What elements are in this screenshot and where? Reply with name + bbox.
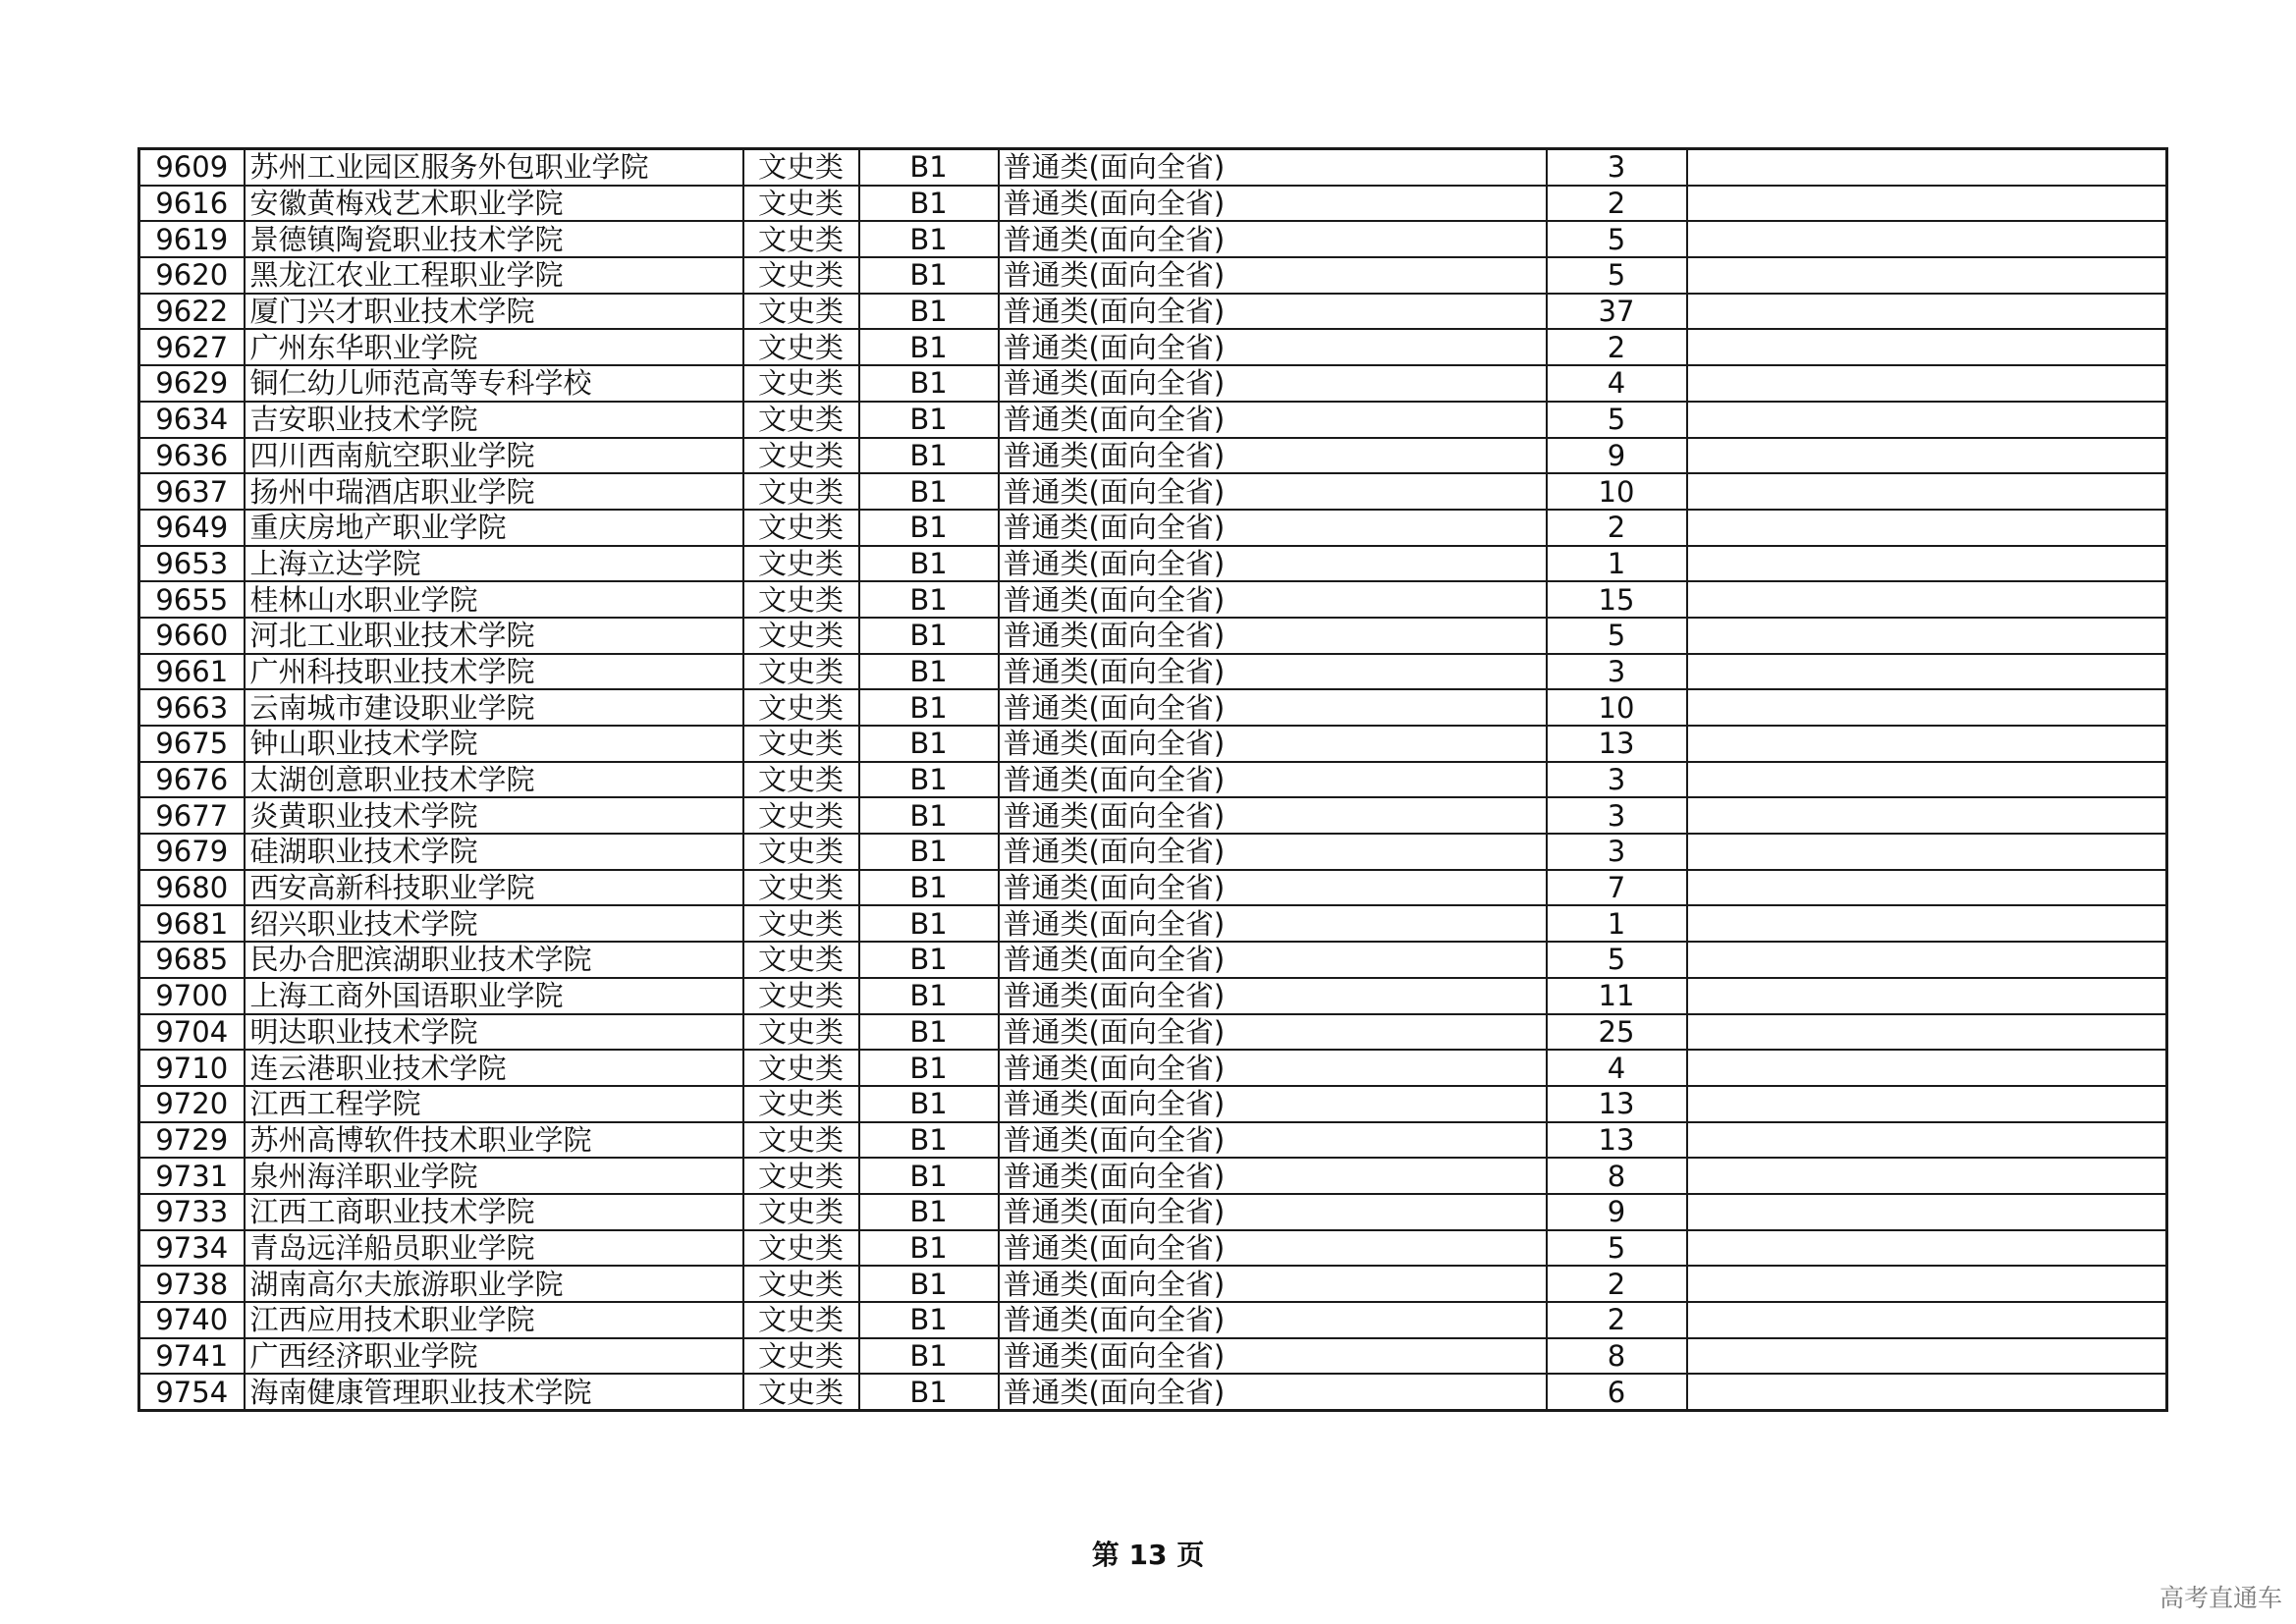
plan-count-cell: 5 (1547, 221, 1687, 257)
school-name-cell: 硅湖职业技术学院 (245, 834, 743, 870)
remarks-cell (1687, 473, 2167, 510)
plan-count-cell: 6 (1547, 1374, 1687, 1410)
plan-type-cell: 普通类(面向全省) (999, 978, 1547, 1014)
school-code-cell: 9740 (139, 1302, 245, 1338)
table-body (139, 149, 2167, 1411)
school-code-cell: 9627 (139, 329, 245, 365)
school-name-cell: 四川西南航空职业学院 (245, 438, 743, 474)
remarks-cell (1687, 797, 2167, 834)
plan-count-cell: 9 (1547, 1194, 1687, 1230)
subject-category-cell: 文史类 (743, 438, 859, 474)
plan-count-cell: 3 (1547, 149, 1687, 186)
school-name-cell: 吉安职业技术学院 (245, 402, 743, 438)
remarks-cell (1687, 546, 2167, 582)
plan-type-cell: 普通类(面向全省) (999, 1374, 1547, 1410)
plan-type-cell: 普通类(面向全省) (999, 510, 1547, 546)
subject-category-cell: 文史类 (743, 365, 859, 402)
remarks-cell (1687, 942, 2167, 978)
batch-cell: B1 (859, 726, 999, 762)
school-code-cell: 9738 (139, 1266, 245, 1302)
table-row (139, 257, 2167, 294)
remarks-cell (1687, 1086, 2167, 1122)
table-row (139, 438, 2167, 474)
school-code-cell: 9675 (139, 726, 245, 762)
batch-cell: B1 (859, 149, 999, 186)
subject-category-cell: 文史类 (743, 1122, 859, 1159)
table-row (139, 726, 2167, 762)
plan-count-cell: 9 (1547, 438, 1687, 474)
remarks-cell (1687, 1014, 2167, 1051)
remarks-cell (1687, 1374, 2167, 1410)
plan-count-cell: 5 (1547, 942, 1687, 978)
plan-count-cell: 5 (1547, 618, 1687, 654)
subject-category-cell: 文史类 (743, 149, 859, 186)
plan-type-cell: 普通类(面向全省) (999, 1230, 1547, 1267)
table-row (139, 149, 2167, 186)
school-code-cell: 9616 (139, 186, 245, 222)
remarks-cell (1687, 1338, 2167, 1375)
table-row (139, 365, 2167, 402)
table-row (139, 1194, 2167, 1230)
table-row (139, 1338, 2167, 1375)
remarks-cell (1687, 1158, 2167, 1194)
plan-count-cell: 3 (1547, 654, 1687, 690)
plan-count-cell: 2 (1547, 510, 1687, 546)
remarks-cell (1687, 689, 2167, 726)
batch-cell: B1 (859, 1230, 999, 1267)
plan-type-cell: 普通类(面向全省) (999, 1050, 1547, 1086)
plan-type-cell: 普通类(面向全省) (999, 365, 1547, 402)
school-name-cell: 重庆房地产职业学院 (245, 510, 743, 546)
subject-category-cell: 文史类 (743, 1014, 859, 1051)
subject-category-cell: 文史类 (743, 329, 859, 365)
plan-count-cell: 2 (1547, 1302, 1687, 1338)
plan-count-cell: 3 (1547, 797, 1687, 834)
remarks-cell (1687, 762, 2167, 798)
school-code-cell: 9710 (139, 1050, 245, 1086)
school-name-cell: 江西工程学院 (245, 1086, 743, 1122)
subject-category-cell: 文史类 (743, 221, 859, 257)
school-code-cell: 9731 (139, 1158, 245, 1194)
school-code-cell: 9741 (139, 1338, 245, 1375)
remarks-cell (1687, 905, 2167, 942)
subject-category-cell: 文史类 (743, 186, 859, 222)
school-code-cell: 9620 (139, 257, 245, 294)
batch-cell: B1 (859, 1302, 999, 1338)
subject-category-cell: 文史类 (743, 1338, 859, 1375)
school-code-cell: 9680 (139, 870, 245, 906)
table-row (139, 1014, 2167, 1051)
remarks-cell (1687, 581, 2167, 618)
table-row (139, 1122, 2167, 1159)
school-name-cell: 连云港职业技术学院 (245, 1050, 743, 1086)
school-code-cell: 9637 (139, 473, 245, 510)
remarks-cell (1687, 149, 2167, 186)
subject-category-cell: 文史类 (743, 870, 859, 906)
batch-cell: B1 (859, 294, 999, 330)
school-name-cell: 江西应用技术职业学院 (245, 1302, 743, 1338)
batch-cell: B1 (859, 438, 999, 474)
school-name-cell: 安徽黄梅戏艺术职业学院 (245, 186, 743, 222)
plan-count-cell: 3 (1547, 834, 1687, 870)
school-code-cell: 9629 (139, 365, 245, 402)
table-row (139, 978, 2167, 1014)
school-name-cell: 广州东华职业学院 (245, 329, 743, 365)
plan-count-cell: 4 (1547, 365, 1687, 402)
school-name-cell: 苏州高博软件技术职业学院 (245, 1122, 743, 1159)
remarks-cell (1687, 1302, 2167, 1338)
table-row (139, 329, 2167, 365)
plan-count-cell: 10 (1547, 689, 1687, 726)
remarks-cell (1687, 1230, 2167, 1267)
remarks-cell (1687, 1194, 2167, 1230)
school-name-cell: 青岛远洋船员职业学院 (245, 1230, 743, 1267)
plan-count-cell: 2 (1547, 1266, 1687, 1302)
school-name-cell: 桂林山水职业学院 (245, 581, 743, 618)
subject-category-cell: 文史类 (743, 654, 859, 690)
table-row (139, 762, 2167, 798)
school-code-cell: 9700 (139, 978, 245, 1014)
school-code-cell: 9685 (139, 942, 245, 978)
subject-category-cell: 文史类 (743, 978, 859, 1014)
school-code-cell: 9729 (139, 1122, 245, 1159)
subject-category-cell: 文史类 (743, 1086, 859, 1122)
school-code-cell: 9733 (139, 1194, 245, 1230)
subject-category-cell: 文史类 (743, 1230, 859, 1267)
plan-type-cell: 普通类(面向全省) (999, 1086, 1547, 1122)
table-row (139, 905, 2167, 942)
school-name-cell: 海南健康管理职业技术学院 (245, 1374, 743, 1410)
school-name-cell: 广西经济职业学院 (245, 1338, 743, 1375)
school-name-cell: 上海工商外国语职业学院 (245, 978, 743, 1014)
remarks-cell (1687, 834, 2167, 870)
table-row (139, 1230, 2167, 1267)
plan-count-cell: 5 (1547, 1230, 1687, 1267)
table-row (139, 1266, 2167, 1302)
table-row (139, 1158, 2167, 1194)
plan-type-cell: 普通类(面向全省) (999, 1302, 1547, 1338)
school-name-cell: 泉州海洋职业学院 (245, 1158, 743, 1194)
subject-category-cell: 文史类 (743, 689, 859, 726)
remarks-cell (1687, 257, 2167, 294)
school-name-cell: 炎黄职业技术学院 (245, 797, 743, 834)
page-number: 第 13 页 (1091, 1539, 1205, 1571)
school-code-cell: 9622 (139, 294, 245, 330)
subject-category-cell: 文史类 (743, 1266, 859, 1302)
batch-cell: B1 (859, 510, 999, 546)
school-name-cell: 厦门兴才职业技术学院 (245, 294, 743, 330)
school-code-cell: 9734 (139, 1230, 245, 1267)
plan-type-cell: 普通类(面向全省) (999, 654, 1547, 690)
remarks-cell (1687, 978, 2167, 1014)
remarks-cell (1687, 510, 2167, 546)
remarks-cell (1687, 1122, 2167, 1159)
plan-type-cell: 普通类(面向全省) (999, 438, 1547, 474)
subject-category-cell: 文史类 (743, 581, 859, 618)
batch-cell: B1 (859, 1194, 999, 1230)
school-name-cell: 民办合肥滨湖职业技术学院 (245, 942, 743, 978)
plan-count-cell: 1 (1547, 905, 1687, 942)
subject-category-cell: 文史类 (743, 257, 859, 294)
plan-count-cell: 10 (1547, 473, 1687, 510)
school-code-cell: 9636 (139, 438, 245, 474)
plan-count-cell: 37 (1547, 294, 1687, 330)
plan-type-cell: 普通类(面向全省) (999, 294, 1547, 330)
batch-cell: B1 (859, 654, 999, 690)
school-code-cell: 9660 (139, 618, 245, 654)
subject-category-cell: 文史类 (743, 546, 859, 582)
table-row (139, 221, 2167, 257)
plan-count-cell: 13 (1547, 1122, 1687, 1159)
table-row (139, 834, 2167, 870)
batch-cell: B1 (859, 1338, 999, 1375)
school-code-cell: 9661 (139, 654, 245, 690)
plan-count-cell: 15 (1547, 581, 1687, 618)
subject-category-cell: 文史类 (743, 1050, 859, 1086)
plan-type-cell: 普通类(面向全省) (999, 402, 1547, 438)
subject-category-cell: 文史类 (743, 402, 859, 438)
remarks-cell (1687, 1050, 2167, 1086)
table-row (139, 546, 2167, 582)
school-name-cell: 黑龙江农业工程职业学院 (245, 257, 743, 294)
table-row (139, 654, 2167, 690)
school-code-cell: 9653 (139, 546, 245, 582)
school-code-cell: 9655 (139, 581, 245, 618)
school-name-cell: 景德镇陶瓷职业技术学院 (245, 221, 743, 257)
batch-cell: B1 (859, 1086, 999, 1122)
plan-count-cell: 5 (1547, 257, 1687, 294)
school-code-cell: 9663 (139, 689, 245, 726)
plan-type-cell: 普通类(面向全省) (999, 329, 1547, 365)
plan-type-cell: 普通类(面向全省) (999, 1158, 1547, 1194)
plan-type-cell: 普通类(面向全省) (999, 186, 1547, 222)
batch-cell: B1 (859, 186, 999, 222)
plan-type-cell: 普通类(面向全省) (999, 473, 1547, 510)
plan-count-cell: 5 (1547, 402, 1687, 438)
table-row (139, 1374, 2167, 1410)
table-row (139, 510, 2167, 546)
enrollment-table (137, 147, 2168, 1412)
school-code-cell: 9754 (139, 1374, 245, 1410)
remarks-cell (1687, 618, 2167, 654)
remarks-cell (1687, 870, 2167, 906)
plan-count-cell: 13 (1547, 726, 1687, 762)
remarks-cell (1687, 726, 2167, 762)
subject-category-cell: 文史类 (743, 473, 859, 510)
subject-category-cell: 文史类 (743, 762, 859, 798)
plan-type-cell: 普通类(面向全省) (999, 1266, 1547, 1302)
batch-cell: B1 (859, 365, 999, 402)
plan-type-cell: 普通类(面向全省) (999, 1194, 1547, 1230)
batch-cell: B1 (859, 1266, 999, 1302)
school-name-cell: 上海立达学院 (245, 546, 743, 582)
plan-type-cell: 普通类(面向全省) (999, 762, 1547, 798)
plan-type-cell: 普通类(面向全省) (999, 1014, 1547, 1051)
remarks-cell (1687, 294, 2167, 330)
batch-cell: B1 (859, 1374, 999, 1410)
remarks-cell (1687, 365, 2167, 402)
school-code-cell: 9649 (139, 510, 245, 546)
batch-cell: B1 (859, 905, 999, 942)
subject-category-cell: 文史类 (743, 1158, 859, 1194)
plan-count-cell: 8 (1547, 1158, 1687, 1194)
remarks-cell (1687, 402, 2167, 438)
school-name-cell: 铜仁幼儿师范高等专科学校 (245, 365, 743, 402)
plan-type-cell: 普通类(面向全省) (999, 797, 1547, 834)
remarks-cell (1687, 654, 2167, 690)
batch-cell: B1 (859, 1014, 999, 1051)
subject-category-cell: 文史类 (743, 726, 859, 762)
batch-cell: B1 (859, 546, 999, 582)
table-row (139, 581, 2167, 618)
subject-category-cell: 文史类 (743, 834, 859, 870)
plan-count-cell: 25 (1547, 1014, 1687, 1051)
remarks-cell (1687, 221, 2167, 257)
school-code-cell: 9677 (139, 797, 245, 834)
batch-cell: B1 (859, 221, 999, 257)
remarks-cell (1687, 329, 2167, 365)
plan-count-cell: 1 (1547, 546, 1687, 582)
school-name-cell: 湖南高尔夫旅游职业学院 (245, 1266, 743, 1302)
batch-cell: B1 (859, 942, 999, 978)
batch-cell: B1 (859, 257, 999, 294)
remarks-cell (1687, 1266, 2167, 1302)
school-code-cell: 9609 (139, 149, 245, 186)
school-name-cell: 西安高新科技职业学院 (245, 870, 743, 906)
school-name-cell: 云南城市建设职业学院 (245, 689, 743, 726)
table-row (139, 870, 2167, 906)
subject-category-cell: 文史类 (743, 905, 859, 942)
school-name-cell: 钟山职业技术学院 (245, 726, 743, 762)
table-row (139, 1302, 2167, 1338)
remarks-cell (1687, 186, 2167, 222)
batch-cell: B1 (859, 870, 999, 906)
batch-cell: B1 (859, 797, 999, 834)
school-name-cell: 苏州工业园区服务外包职业学院 (245, 149, 743, 186)
plan-count-cell: 7 (1547, 870, 1687, 906)
batch-cell: B1 (859, 402, 999, 438)
watermark-text: 高考直通车 (2159, 1584, 2282, 1612)
school-name-cell: 明达职业技术学院 (245, 1014, 743, 1051)
batch-cell: B1 (859, 1158, 999, 1194)
plan-type-cell: 普通类(面向全省) (999, 581, 1547, 618)
table-row (139, 689, 2167, 726)
school-code-cell: 9619 (139, 221, 245, 257)
plan-type-cell: 普通类(面向全省) (999, 1122, 1547, 1159)
table-row (139, 797, 2167, 834)
plan-count-cell: 8 (1547, 1338, 1687, 1375)
subject-category-cell: 文史类 (743, 1302, 859, 1338)
table-row (139, 1050, 2167, 1086)
school-name-cell: 广州科技职业技术学院 (245, 654, 743, 690)
plan-type-cell: 普通类(面向全省) (999, 905, 1547, 942)
batch-cell: B1 (859, 1122, 999, 1159)
school-name-cell: 河北工业职业技术学院 (245, 618, 743, 654)
batch-cell: B1 (859, 762, 999, 798)
batch-cell: B1 (859, 581, 999, 618)
subject-category-cell: 文史类 (743, 618, 859, 654)
plan-type-cell: 普通类(面向全省) (999, 257, 1547, 294)
subject-category-cell: 文史类 (743, 294, 859, 330)
table-row (139, 942, 2167, 978)
plan-type-cell: 普通类(面向全省) (999, 1338, 1547, 1375)
batch-cell: B1 (859, 978, 999, 1014)
school-code-cell: 9679 (139, 834, 245, 870)
plan-type-cell: 普通类(面向全省) (999, 618, 1547, 654)
subject-category-cell: 文史类 (743, 1194, 859, 1230)
batch-cell: B1 (859, 689, 999, 726)
plan-type-cell: 普通类(面向全省) (999, 834, 1547, 870)
school-name-cell: 太湖创意职业技术学院 (245, 762, 743, 798)
table-row (139, 294, 2167, 330)
batch-cell: B1 (859, 1050, 999, 1086)
plan-count-cell: 2 (1547, 329, 1687, 365)
school-name-cell: 绍兴职业技术学院 (245, 905, 743, 942)
plan-count-cell: 3 (1547, 762, 1687, 798)
plan-type-cell: 普通类(面向全省) (999, 726, 1547, 762)
plan-count-cell: 4 (1547, 1050, 1687, 1086)
batch-cell: B1 (859, 329, 999, 365)
plan-count-cell: 11 (1547, 978, 1687, 1014)
plan-type-cell: 普通类(面向全省) (999, 942, 1547, 978)
school-code-cell: 9720 (139, 1086, 245, 1122)
table-row (139, 1086, 2167, 1122)
table-row (139, 473, 2167, 510)
plan-type-cell: 普通类(面向全省) (999, 689, 1547, 726)
table-row (139, 618, 2167, 654)
batch-cell: B1 (859, 473, 999, 510)
school-code-cell: 9634 (139, 402, 245, 438)
table-row (139, 186, 2167, 222)
remarks-cell (1687, 438, 2167, 474)
plan-type-cell: 普通类(面向全省) (999, 546, 1547, 582)
plan-type-cell: 普通类(面向全省) (999, 149, 1547, 186)
subject-category-cell: 文史类 (743, 942, 859, 978)
school-name-cell: 江西工商职业技术学院 (245, 1194, 743, 1230)
school-code-cell: 9676 (139, 762, 245, 798)
school-name-cell: 扬州中瑞酒店职业学院 (245, 473, 743, 510)
batch-cell: B1 (859, 618, 999, 654)
table-row (139, 402, 2167, 438)
plan-count-cell: 2 (1547, 186, 1687, 222)
batch-cell: B1 (859, 834, 999, 870)
plan-count-cell: 13 (1547, 1086, 1687, 1122)
school-code-cell: 9704 (139, 1014, 245, 1051)
plan-type-cell: 普通类(面向全省) (999, 870, 1547, 906)
subject-category-cell: 文史类 (743, 510, 859, 546)
subject-category-cell: 文史类 (743, 1374, 859, 1410)
subject-category-cell: 文史类 (743, 797, 859, 834)
school-code-cell: 9681 (139, 905, 245, 942)
plan-type-cell: 普通类(面向全省) (999, 221, 1547, 257)
